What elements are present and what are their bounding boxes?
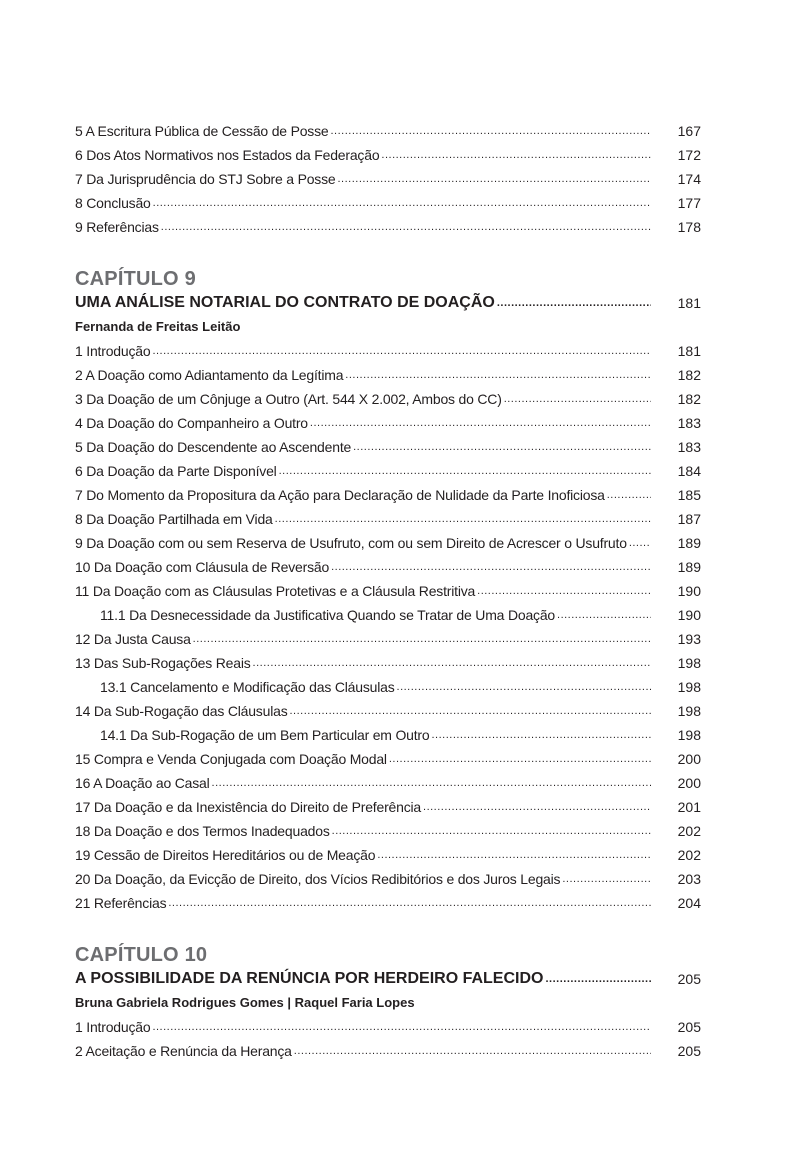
toc-entry [75, 167, 701, 191]
chapter-10-entries [75, 1015, 701, 1063]
toc-entry-title: 6 Dos Atos Normativos nos Estados da Federação [75, 147, 380, 163]
dot-leader [397, 673, 651, 699]
toc-entry [75, 1015, 701, 1039]
toc-entry [75, 507, 701, 531]
toc-entry [75, 555, 701, 579]
toc-entry [75, 891, 701, 915]
page-number: 185 [677, 487, 701, 503]
page-number: 204 [677, 895, 701, 911]
page-number: 190 [677, 607, 701, 623]
toc-entry-title: 3 Da Doação de um Cônjuge a Outro (Art. 544 X 2.002, Ambos do CC) [75, 391, 502, 407]
toc-entry [75, 191, 701, 215]
toc-entry-title: 21 Referências [75, 895, 167, 911]
dot-leader [345, 361, 651, 387]
dot-leader [332, 817, 651, 843]
toc-entry [75, 483, 701, 507]
chapter-title [75, 967, 701, 991]
page-number: 190 [677, 583, 701, 599]
toc-entry [75, 459, 701, 483]
page-number: 183 [677, 415, 701, 431]
dot-leader [279, 457, 651, 483]
page-number: 167 [677, 123, 701, 139]
table-of-contents [75, 119, 701, 1063]
dot-leader [290, 697, 652, 723]
toc-entry [75, 387, 701, 411]
dot-leader [562, 865, 651, 891]
dot-leader [423, 793, 651, 819]
dot-leader [629, 529, 651, 555]
toc-entry [75, 699, 701, 723]
toc-entry-title: 1 Introdução [75, 343, 151, 359]
page-number: 205 [677, 1019, 701, 1035]
page-number: 187 [677, 511, 701, 527]
toc-entry-title: 13.1 Cancelamento e Modificação das Cláusulas [100, 679, 395, 695]
toc-entry [75, 603, 701, 627]
toc-entry-title: 4 Da Doação do Companheiro a Outro [75, 415, 308, 431]
dot-leader [330, 117, 651, 143]
toc-entry [75, 339, 701, 363]
toc-entry-title: 7 Da Jurisprudência do STJ Sobre a Posse [75, 171, 336, 187]
page-number: 189 [677, 559, 701, 575]
toc-entry-title: 9 Referências [75, 219, 159, 235]
dot-leader [153, 189, 651, 215]
dot-leader [253, 649, 651, 675]
toc-entry-title: 14.1 Da Sub-Rogação de um Bem Particular em Outro [100, 727, 430, 743]
page-number: 193 [677, 631, 701, 647]
toc-entry-title: 5 A Escritura Pública de Cessão de Posse [75, 123, 329, 139]
toc-entry-title: 5 Da Doação do Descendente ao Ascendente [75, 439, 352, 455]
toc-entry-title: 12 Da Justa Causa [75, 631, 191, 647]
page-number: 182 [677, 367, 701, 383]
toc-entry [75, 363, 701, 387]
toc-entry [75, 579, 701, 603]
toc-entry-title: 7 Do Momento da Propositura da Ação para Declaração de Nulidade da Parte Inoficiosa [75, 487, 605, 503]
chapter-author: Fernanda de Freitas Leitão [75, 319, 241, 334]
prev-chapter-entries [75, 119, 701, 239]
page-number: 201 [677, 799, 701, 815]
toc-entry [75, 651, 701, 675]
toc-entry [75, 723, 701, 747]
chapter-title [75, 291, 701, 315]
dot-leader [152, 1013, 651, 1039]
toc-entry-title: 2 A Doação como Adiantamento da Legítima [75, 367, 344, 383]
toc-entry-title: 2 Aceitação e Renúncia da Herança [75, 1043, 292, 1059]
chapter-9 [75, 267, 701, 915]
toc-entry-title: 15 Compra e Venda Conjugada com Doação Modal [75, 751, 387, 767]
dot-leader [504, 385, 651, 411]
toc-entry [75, 747, 701, 771]
page-number: 200 [677, 775, 701, 791]
dot-leader [607, 481, 651, 507]
page-number: 184 [677, 463, 701, 479]
dot-leader [275, 505, 651, 531]
dot-leader [389, 745, 651, 771]
page-number: 178 [677, 219, 701, 235]
dot-leader [337, 165, 651, 191]
page-number: 181 [677, 295, 701, 311]
dot-leader [377, 841, 651, 867]
toc-entry-title: 8 Conclusão [75, 195, 151, 211]
dot-leader [353, 433, 651, 459]
toc-entry-title: 11.1 Da Desnecessidade da Justificativa Quando se Tratar de Uma Doação [100, 607, 556, 623]
page-number: 203 [677, 871, 701, 887]
dot-leader [331, 553, 651, 579]
dot-leader [212, 769, 651, 795]
toc-entry-title: 16 A Doação ao Casal [75, 775, 210, 791]
dot-leader [193, 625, 651, 651]
toc-entry-title: 10 Da Doação com Cláusula de Reversão [75, 559, 330, 575]
toc-entry-title: 6 Da Doação da Parte Disponível [75, 463, 277, 479]
toc-entry-title: 8 Da Doação Partilhada em Vida [75, 511, 273, 527]
toc-entry-title: 11 Da Doação com as Cláusulas Protetivas e a Cláusula Restritiva [75, 583, 476, 599]
page-number: 202 [677, 847, 701, 863]
dot-leader [294, 1037, 651, 1063]
toc-entry [75, 119, 701, 143]
page-number: 202 [677, 823, 701, 839]
chapter-9-entries [75, 339, 701, 915]
dot-leader [381, 141, 651, 167]
dot-leader [161, 213, 651, 239]
page-number: 198 [677, 679, 701, 695]
chapter-author: Bruna Gabriela Rodrigues Gomes | Raquel Faria Lopes [75, 995, 415, 1010]
page-number: 177 [677, 195, 701, 211]
toc-entry-title: 1 Introdução [75, 1019, 151, 1035]
toc-entry [75, 771, 701, 795]
dot-leader [152, 337, 651, 363]
dot-leader [168, 889, 651, 915]
chapter-number: CAPÍTULO 9 [75, 268, 196, 290]
toc-entry-title: 18 Da Doação e dos Termos Inadequados [75, 823, 330, 839]
dot-leader [497, 290, 651, 315]
toc-entry [75, 215, 701, 239]
page-number: 181 [677, 343, 701, 359]
chapter-title-text: A POSSIBILIDADE DA RENÚNCIA POR HERDEIRO FALECIDO [75, 970, 544, 987]
toc-entry [75, 1039, 701, 1063]
chapter-10 [75, 943, 701, 1063]
page-number: 189 [677, 535, 701, 551]
toc-entry [75, 411, 701, 435]
toc-entry [75, 795, 701, 819]
dot-leader [545, 966, 651, 991]
dot-leader [431, 721, 651, 747]
dot-leader [477, 577, 651, 603]
toc-entry-title: 13 Das Sub-Rogações Reais [75, 655, 251, 671]
toc-entry-title: 14 Da Sub-Rogação das Cláusulas [75, 703, 288, 719]
page-number: 174 [677, 171, 701, 187]
toc-entry [75, 867, 701, 891]
page-number: 183 [677, 439, 701, 455]
page-number: 198 [677, 655, 701, 671]
toc-entry [75, 843, 701, 867]
toc-entry-title: 19 Cessão de Direitos Hereditários ou de Meação [75, 847, 376, 863]
toc-entry [75, 819, 701, 843]
chapter-number: CAPÍTULO 10 [75, 944, 208, 966]
toc-entry [75, 435, 701, 459]
page-number: 182 [677, 391, 701, 407]
toc-entry [75, 627, 701, 651]
toc-entry-title: 9 Da Doação com ou sem Reserva de Usufruto, com ou sem Direito de Acrescer o Usufruto [75, 535, 627, 551]
toc-entry-title: 20 Da Doação, da Evicção de Direito, dos Vícios Redibitórios e dos Juros Legais [75, 871, 561, 887]
page-number: 205 [677, 1043, 701, 1059]
toc-entry-title: 17 Da Doação e da Inexistência do Direito de Preferência [75, 799, 422, 815]
toc-entry [75, 143, 701, 167]
page-number: 205 [677, 971, 701, 987]
page-number: 172 [677, 147, 701, 163]
page-number: 198 [677, 727, 701, 743]
dot-leader [310, 409, 651, 435]
toc-entry [75, 675, 701, 699]
chapter-title-text: UMA ANÁLISE NOTARIAL DO CONTRATO DE DOAÇÃO [75, 294, 495, 311]
page-number: 200 [677, 751, 701, 767]
dot-leader [557, 601, 651, 627]
toc-entry [75, 531, 701, 555]
page-number: 198 [677, 703, 701, 719]
